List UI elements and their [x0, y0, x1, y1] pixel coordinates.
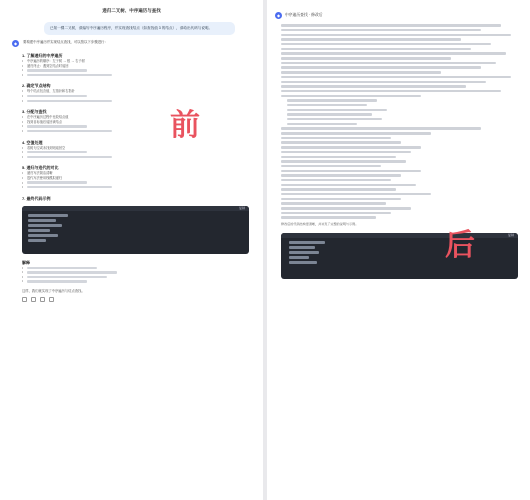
text-line: [281, 141, 401, 143]
copy-button[interactable]: 复制: [238, 206, 245, 211]
text-line: [287, 123, 357, 125]
list-item: [22, 129, 249, 134]
text-line: [281, 43, 491, 45]
list-item: [22, 155, 249, 160]
list-item: • 中序遍历的顺序：左子树 → 根 → 右子树: [22, 59, 249, 64]
code-block: [281, 233, 518, 279]
text-line: [287, 118, 382, 120]
assistant-avatar-icon: ◆: [276, 13, 281, 18]
code-line: [28, 229, 50, 232]
text-line: [281, 76, 511, 78]
text-line: [281, 34, 511, 36]
section-heading: 2. 确定节点结构: [22, 83, 51, 89]
code-line: [289, 251, 319, 254]
text-line: [287, 113, 372, 115]
assistant-intro: 要构建中序遍历并实现结点查找，可以按以下步骤进行：: [23, 40, 108, 44]
text-line: [281, 90, 501, 92]
text-line: [287, 104, 367, 106]
code-block: [22, 206, 249, 254]
assistant-intro-row: [12, 40, 263, 47]
code-line: [28, 219, 56, 222]
text-line: [281, 66, 481, 68]
code-line: [289, 246, 315, 249]
text-line: [281, 184, 416, 186]
like-icon[interactable]: [31, 297, 36, 302]
text-line: [281, 85, 466, 87]
list-item: [22, 185, 249, 190]
summary-text: 修改后的代码结构更清晰，并补充了完整的说明与示例。: [281, 222, 359, 227]
after-answer: [267, 19, 530, 279]
assistant-avatar-icon: ◆: [13, 41, 18, 46]
text-line: [281, 137, 391, 139]
text-line: [287, 109, 387, 111]
text-line: [281, 29, 481, 31]
text-line: [281, 212, 391, 214]
text-line: [281, 62, 496, 64]
text-line: [281, 151, 411, 153]
list-item: • 在中序遍历过程中比较结点值: [22, 115, 249, 120]
code-line: [28, 234, 58, 237]
list-item: • 递归写法简洁清晰: [22, 171, 249, 176]
text-line: [287, 99, 377, 101]
text-line: [281, 202, 386, 204]
explanation-heading: 解释: [22, 259, 30, 265]
list-item: [22, 99, 249, 104]
dislike-icon[interactable]: [40, 297, 45, 302]
before-panel: [0, 0, 263, 500]
text-line: [281, 132, 431, 134]
text-line: [281, 81, 486, 83]
text-line: [281, 198, 401, 200]
text-line: [281, 174, 401, 176]
after-header-label: 中序遍历查找 · 修改后: [285, 13, 323, 17]
text-line: [281, 170, 421, 172]
user-message: 已知一棵二叉树，请编写中序遍历程序，并实现查找结点（如查找值 3 的结点），请给出代码与说明。: [44, 22, 235, 35]
text-line: [281, 48, 471, 50]
copy-icon[interactable]: [22, 297, 27, 302]
text-line: [281, 165, 381, 167]
after-marker: 后: [445, 228, 475, 263]
section-heading: 4. 空值处理: [22, 139, 43, 145]
text-line: [281, 156, 396, 158]
text-line: [281, 24, 501, 26]
list-item: • 找到目标值后返回该结点: [22, 120, 249, 125]
section-heading: 5. 递归与迭代的对比: [22, 165, 59, 171]
copy-button[interactable]: 复制: [507, 233, 514, 238]
list-item: • 每个结点包含值、左指针和右指针: [22, 89, 249, 94]
text-line: [281, 160, 406, 162]
list-item: • 递归终止：遇到空结点时返回: [22, 64, 249, 69]
text-line: [281, 188, 396, 190]
code-line: [289, 241, 325, 244]
text-line: [281, 207, 411, 209]
code-line: [28, 224, 62, 227]
list-item: [22, 279, 249, 284]
list-item: • 迭代写法使用栈模拟递归: [22, 176, 249, 181]
after-header: [267, 0, 530, 19]
code-line: [289, 261, 317, 264]
assistant-answer: [0, 53, 263, 302]
text-line: [281, 179, 391, 181]
footer-text: 这样，我们就实现了中序遍历与结点查找。: [22, 289, 85, 294]
list-item: [22, 73, 249, 78]
message-actions: [22, 297, 249, 302]
text-line: [281, 95, 421, 97]
list-item: • 若树为空或未找到则返回空: [22, 146, 249, 151]
text-line: [281, 52, 506, 54]
text-line: [281, 146, 421, 148]
code-line: [28, 214, 68, 217]
before-marker: 前: [170, 108, 200, 143]
text-line: [281, 38, 461, 40]
section-heading: 1. 了解递归的中序遍历: [22, 53, 63, 58]
code-line: [289, 256, 309, 259]
text-line: [281, 127, 481, 129]
text-line: [281, 193, 431, 195]
code-line: [28, 239, 46, 242]
code-toolbar: [22, 206, 249, 211]
chat-title: 递归二叉树、中序遍历与查找: [102, 8, 161, 13]
code-toolbar: [281, 233, 518, 238]
text-line: [281, 216, 376, 218]
text-line: [281, 71, 441, 73]
refresh-icon[interactable]: [49, 297, 54, 302]
section-heading: 3. 分配与查找: [22, 109, 47, 115]
text-line: [281, 57, 451, 59]
after-panel: [267, 0, 530, 500]
code-heading: 7. 最终代码示例: [22, 195, 51, 201]
